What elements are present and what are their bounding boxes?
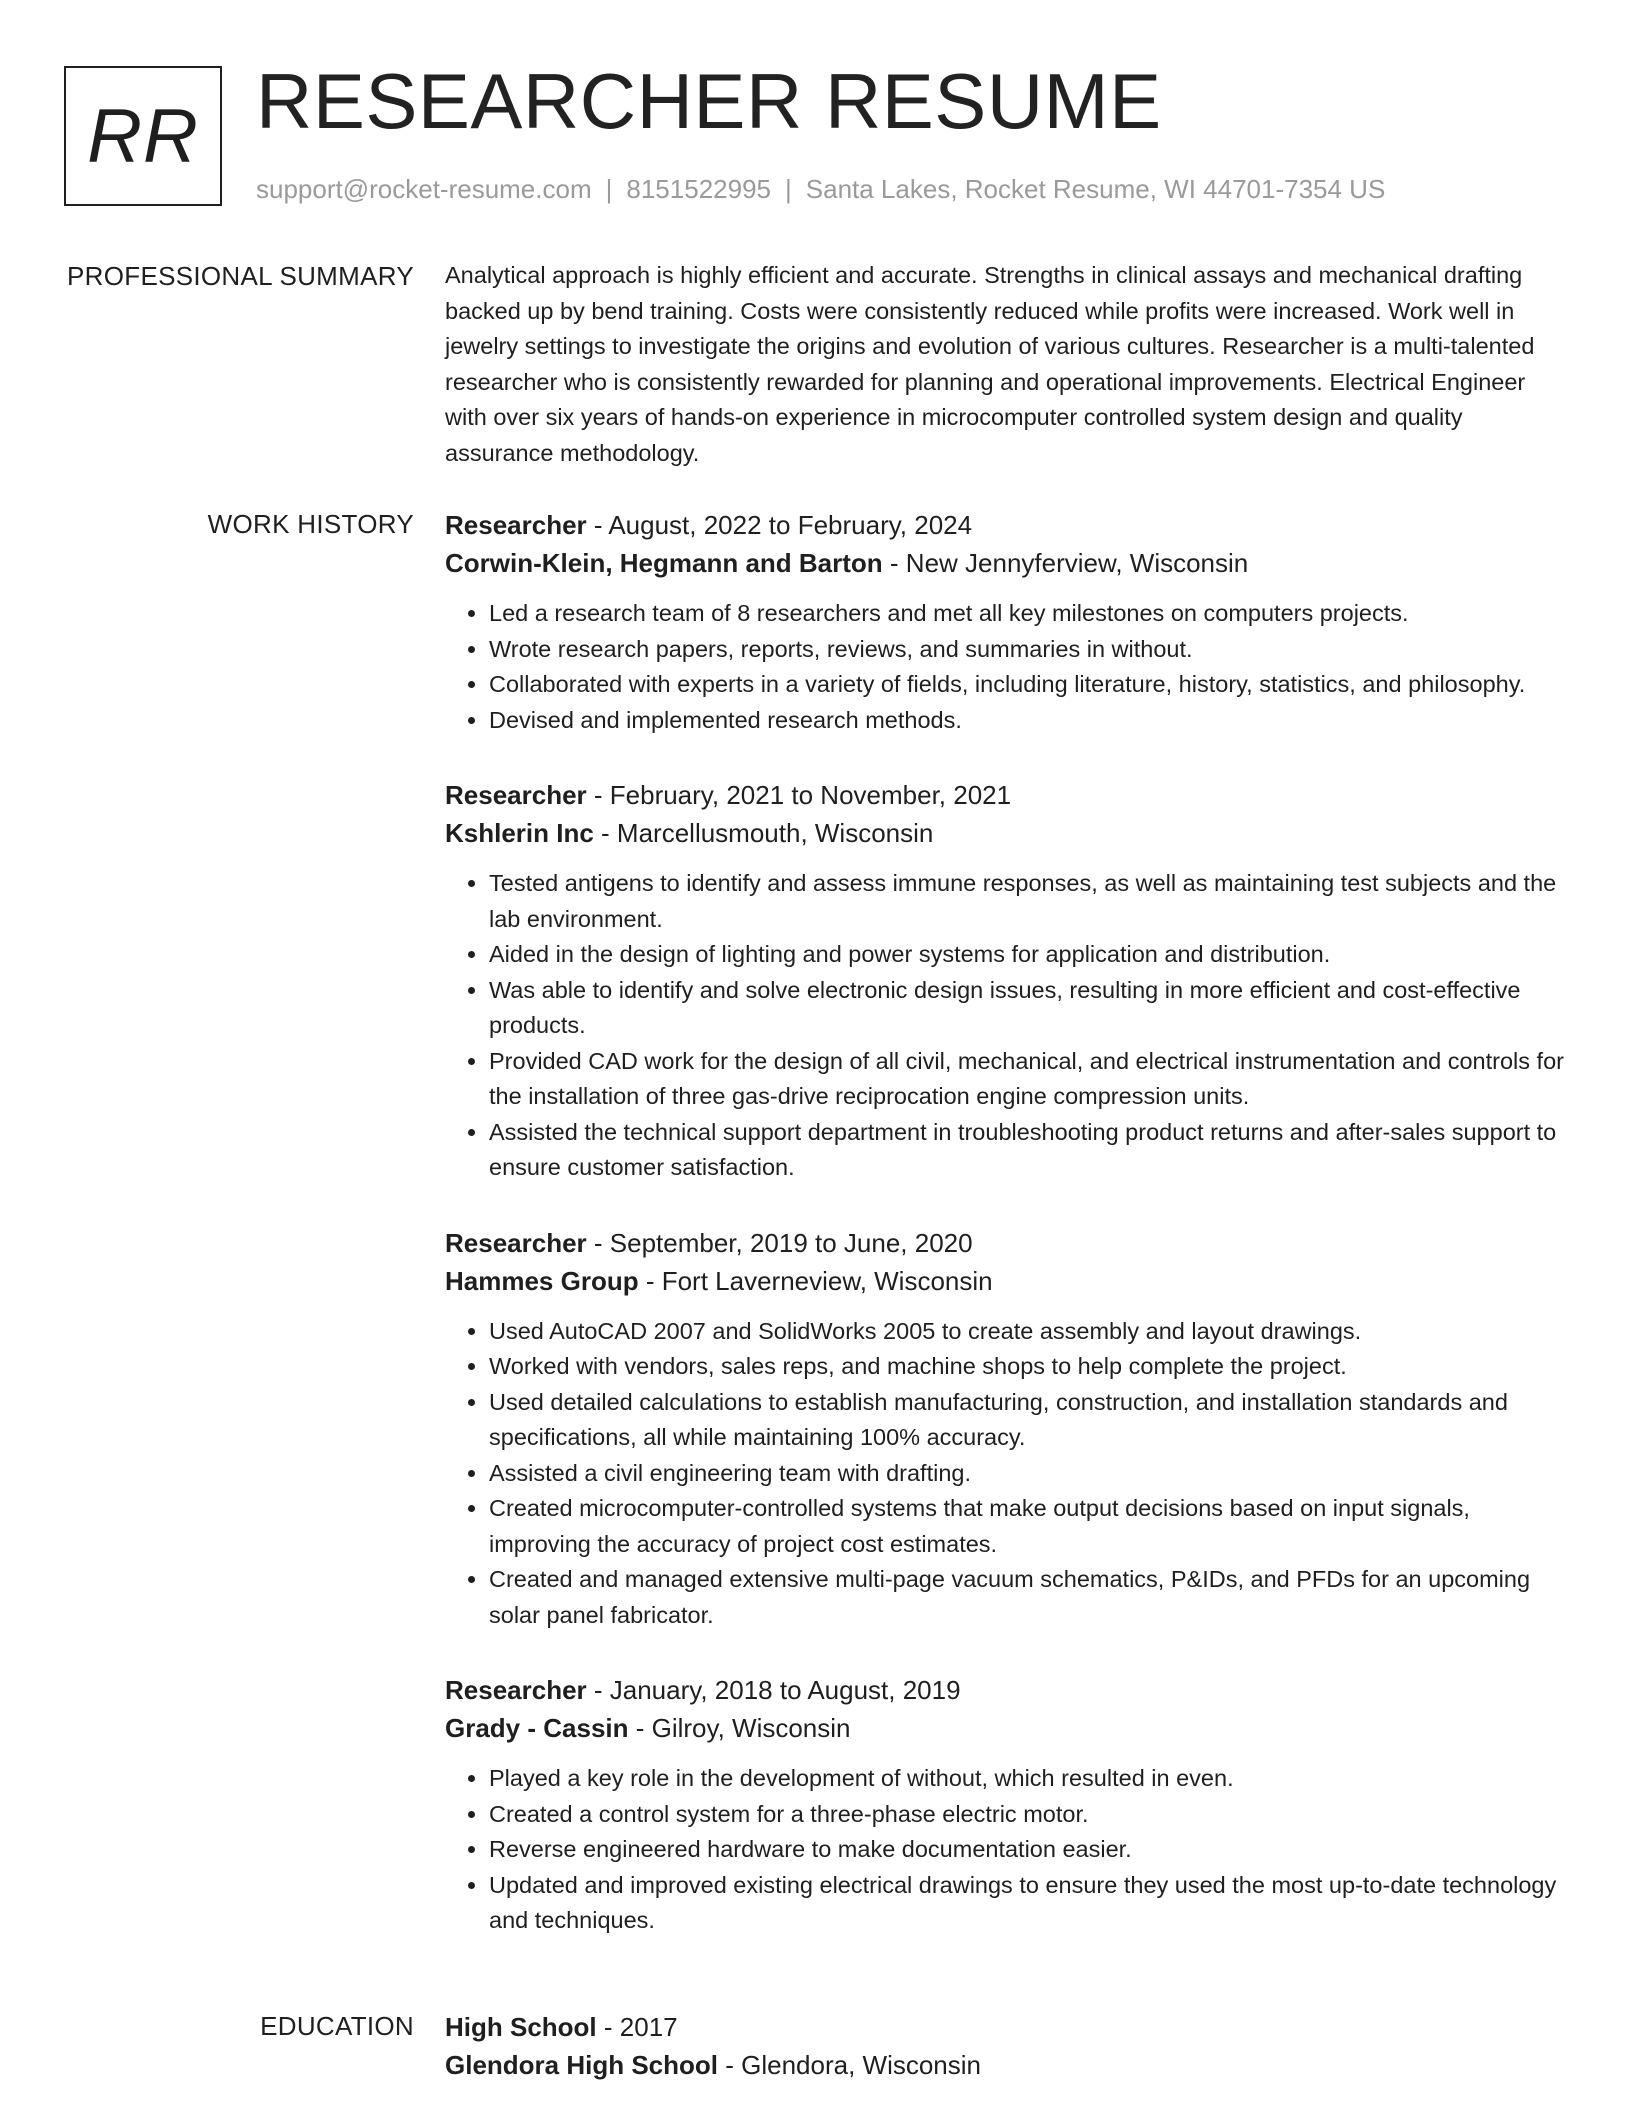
work-history-list	[445, 506, 1567, 1977]
job-title-line	[445, 1224, 1567, 1262]
resume-header	[0, 0, 1632, 230]
job-bullet: • Aided in the design of lighting and power systems for application and distribution.	[489, 937, 1567, 973]
job-title-line	[445, 506, 1567, 544]
job-bullet: • Worked with vendors, sales reps, and machine shops to help complete the project.	[489, 1349, 1567, 1385]
job-title: Researcher	[445, 780, 587, 810]
job-entry	[445, 1224, 1567, 1634]
job-bullet: • Tested antigens to identify and assess immune responses, as well as maintaining test subjects and the lab environment.	[489, 866, 1567, 937]
job-company-line	[445, 814, 1567, 852]
job-title-line	[445, 776, 1567, 814]
job-bullet: • Assisted the technical support department in troubleshooting product returns and after-sales support to ensure customer satisfaction.	[489, 1115, 1567, 1186]
job-bullet: • Used AutoCAD 2007 and SolidWorks 2005 to create assembly and layout drawings.	[489, 1314, 1567, 1350]
job-company: Corwin-Klein, Hegmann and Barton	[445, 548, 883, 578]
job-location: - Gilroy, Wisconsin	[628, 1713, 851, 1743]
job-company-line	[445, 544, 1567, 582]
education-location: - Glendora, Wisconsin	[718, 2050, 981, 2080]
job-dates: - January, 2018 to August, 2019	[586, 1675, 961, 1705]
job-dates: - September, 2019 to June, 2020	[586, 1227, 973, 1258]
contact-separator: |	[785, 174, 792, 204]
job-bullet: • Assisted a civil engineering team with drafting.	[489, 1456, 1567, 1492]
job-bullet: • Provided CAD work for the design of all civil, mechanical, and electrical instrumentation and controls for the installation of three gas-drive reciprocation engine compression units.	[489, 1044, 1567, 1115]
job-dates: - February, 2021 to November, 2021	[586, 780, 1012, 810]
job-title: Researcher	[445, 1227, 587, 1258]
job-location: - Fort Laverneview, Wisconsin	[638, 1265, 993, 1296]
job-bullet-list	[445, 1314, 1567, 1634]
job-bullet: • Created microcomputer-controlled systems that make output decisions based on input signals, improving the accuracy of project cost estimates.	[489, 1491, 1567, 1562]
job-bullet: • Updated and improved existing electrical drawings to ensure they used the most up-to-date technology and techniques.	[489, 1868, 1567, 1939]
monogram-logo: RR	[64, 66, 222, 206]
job-title-line	[445, 1671, 1567, 1709]
contact-email: support@rocket-resume.com	[256, 174, 592, 204]
job-entry	[445, 506, 1567, 738]
job-bullet: • Created a control system for a three-phase electric motor.	[489, 1797, 1567, 1833]
job-bullet: • Was able to identify and solve electronic design issues, resulting in more efficient and cost-effective products.	[489, 973, 1567, 1044]
job-company: Kshlerin Inc	[445, 818, 594, 848]
education-entry	[445, 2008, 1567, 2084]
education-year: - 2017	[596, 2012, 678, 2042]
job-bullet: • Played a key role in the development of without, which resulted in even.	[489, 1761, 1567, 1797]
job-location: - New Jennyferview, Wisconsin	[882, 548, 1249, 578]
job-bullet: • Collaborated with experts in a variety of fields, including literature, history, statistics, and philosophy.	[489, 667, 1567, 703]
education-degree: High School	[445, 2012, 597, 2042]
job-company: Hammes Group	[445, 1265, 639, 1296]
job-bullet-list	[445, 596, 1567, 738]
job-bullet: • Wrote research papers, reports, reviews, and summaries in without.	[489, 632, 1567, 668]
job-bullet: • Reverse engineered hardware to make documentation easier.	[489, 1832, 1567, 1868]
contact-address: Santa Lakes, Rocket Resume, WI 44701-7354 US	[805, 174, 1386, 204]
job-bullet: • Devised and implemented research methods.	[489, 703, 1567, 739]
contact-separator: |	[605, 174, 613, 204]
job-company-line	[445, 1709, 1567, 1747]
job-bullet-list	[445, 866, 1567, 1186]
job-bullet: • Created and managed extensive multi-page vacuum schematics, P&IDs, and PFDs for an upcoming solar panel fabricator.	[489, 1562, 1567, 1633]
education-degree-line	[445, 2008, 1567, 2046]
contact-phone: 8151522995	[626, 174, 771, 204]
job-dates: - August, 2022 to February, 2024	[586, 510, 973, 540]
contact-line	[256, 172, 1385, 206]
job-entry	[445, 1671, 1567, 1939]
job-title: Researcher	[445, 510, 587, 540]
job-entry	[445, 776, 1567, 1186]
job-bullet: • Led a research team of 8 researchers and met all key milestones on computers projects.	[489, 596, 1567, 632]
job-title: Researcher	[445, 1675, 587, 1705]
job-bullet-list	[445, 1761, 1567, 1939]
job-company-line	[445, 1262, 1567, 1300]
job-bullet: • Used detailed calculations to establish manufacturing, construction, and installation standards and specifications, all while maintaining 100% accuracy.	[489, 1385, 1567, 1456]
summary-label: PROFESSIONAL SUMMARY	[67, 261, 414, 291]
resume-title: RESEARCHER RESUME	[256, 57, 1162, 145]
education-label: EDUCATION	[260, 2011, 414, 2041]
education-school: Glendora High School	[445, 2050, 719, 2080]
summary-text: Analytical approach is highly efficient and accurate. Strengths in clinical assays and mechanical drafting backed up by bend training. Costs were consistently reduced while profits were increased. Work well in jewelry settings to investigate the origins and evolution of various cultures. Researcher is a multi-talented researcher who is consistently rewarded for planning and operational improvements. Electrical Engineer with over six years of hands-on experience in microcomputer controlled system design and quality assurance methodology.	[445, 262, 1535, 466]
job-location: - Marcellusmouth, Wisconsin	[593, 818, 934, 848]
job-company: Grady - Cassin	[445, 1713, 629, 1743]
education-school-line	[445, 2046, 1567, 2084]
work-history-label: WORK HISTORY	[207, 509, 414, 539]
